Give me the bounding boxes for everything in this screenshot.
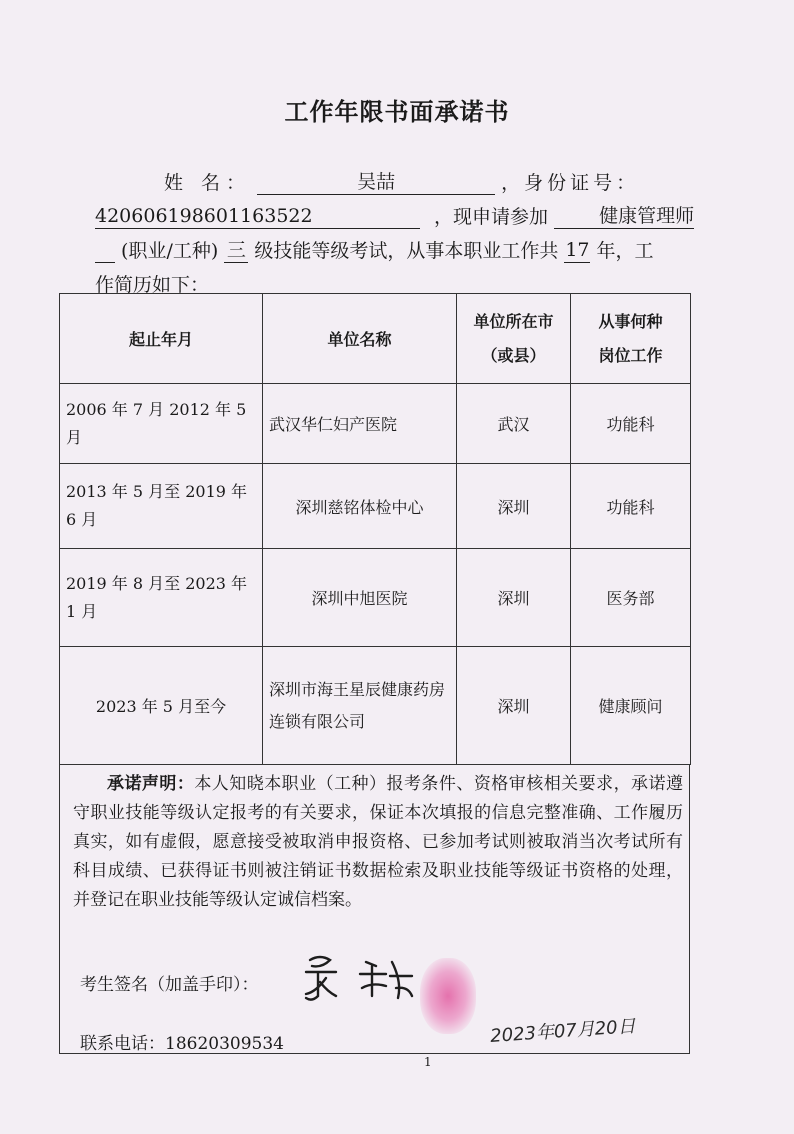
row-period: 2023 年 5 月至今 bbox=[60, 647, 263, 765]
header-period: 起止年月 bbox=[60, 294, 263, 384]
row-unit: 深圳中旭医院 bbox=[263, 549, 457, 647]
header-city-line2: （或县） bbox=[481, 345, 546, 365]
table-row bbox=[60, 384, 691, 464]
phone-line bbox=[80, 1029, 284, 1054]
header-city-line1: 单位所在市 bbox=[473, 311, 554, 331]
table-header-row bbox=[60, 294, 691, 384]
row-period: 2006 年 7 月 2012 年 5 月 bbox=[60, 384, 263, 464]
row-period: 2013 年 5 月至 2019 年 6 月 bbox=[60, 464, 263, 549]
phone-value: 18620309534 bbox=[165, 1034, 284, 1054]
table-row bbox=[60, 549, 691, 647]
years-value: 17 bbox=[565, 239, 590, 261]
row-post: 功能科 bbox=[571, 384, 691, 464]
row-unit: 深圳慈铭体检中心 bbox=[263, 464, 457, 549]
id-label: ，身份证号： bbox=[501, 172, 640, 194]
declaration bbox=[73, 770, 683, 915]
declaration-text: 本人知晓本职业（工种）报考条件、资格审核相关要求，承诺遵守职业技能等级认定报考的有关要求，保证本次填报的信息完整准确、工作履历真实，如有虚假，愿意接受被取消申报资格、已参加考试则被取消当次考试所有科目成绩、已获得证书则被注销证书数据检索及职业技能等级证书资格的处理，并登记在职业技能等级认定诚信档案。 bbox=[73, 774, 683, 910]
years-suffix: 年，工 bbox=[596, 240, 654, 262]
name-label: 姓 名： bbox=[164, 172, 252, 194]
id-value: 420606198601163522 bbox=[95, 205, 420, 229]
phone-label: 联系电话： bbox=[80, 1034, 165, 1054]
row-city: 深圳 bbox=[457, 647, 571, 765]
row-unit: 武汉华仁妇产医院 bbox=[263, 384, 457, 464]
table-row bbox=[60, 647, 691, 765]
level-text: 级技能等级考试，从事本职业工作共 bbox=[254, 240, 559, 262]
level-value: 三 bbox=[224, 239, 248, 263]
occupation-line bbox=[95, 236, 654, 263]
occupation-suffix: (职业/工种) bbox=[121, 240, 219, 262]
fingerprint-mark bbox=[420, 958, 476, 1034]
row-post: 健康顾问 bbox=[571, 647, 691, 765]
header-post-line1: 从事何种 bbox=[598, 311, 663, 331]
apply-text: ，现申请参加 bbox=[434, 206, 549, 228]
row-unit: 深圳市海王星辰健康药房连锁有限公司 bbox=[263, 647, 457, 765]
name-line bbox=[164, 168, 639, 195]
id-line bbox=[95, 202, 694, 229]
resume-intro: 作简历如下： bbox=[95, 274, 210, 296]
row-city: 深圳 bbox=[457, 464, 571, 549]
header-post-line2: 岗位工作 bbox=[598, 345, 663, 365]
handwritten-date: 2023年07月20日 bbox=[489, 1015, 637, 1048]
name-value: 吴喆 bbox=[257, 171, 495, 195]
row-city: 深圳 bbox=[457, 549, 571, 647]
row-period: 2019 年 8 月至 2023 年 1 月 bbox=[60, 549, 263, 647]
header-city bbox=[457, 294, 571, 384]
row-city: 武汉 bbox=[457, 384, 571, 464]
header-unit: 单位名称 bbox=[263, 294, 457, 384]
table-row bbox=[60, 464, 691, 549]
row-post: 功能科 bbox=[571, 464, 691, 549]
signature-label: 考生签名（加盖手印）： bbox=[80, 975, 259, 995]
document-title: 工作年限书面承诺书 bbox=[284, 98, 510, 126]
occupation-value: 健康管理师 bbox=[554, 205, 694, 229]
page-number: 1 bbox=[424, 1055, 432, 1069]
occupation-underline-cont bbox=[95, 239, 115, 263]
declaration-label: 承诺声明： bbox=[107, 774, 195, 794]
row-post: 医务部 bbox=[571, 549, 691, 647]
work-history-table bbox=[59, 293, 691, 765]
header-post bbox=[571, 294, 691, 384]
